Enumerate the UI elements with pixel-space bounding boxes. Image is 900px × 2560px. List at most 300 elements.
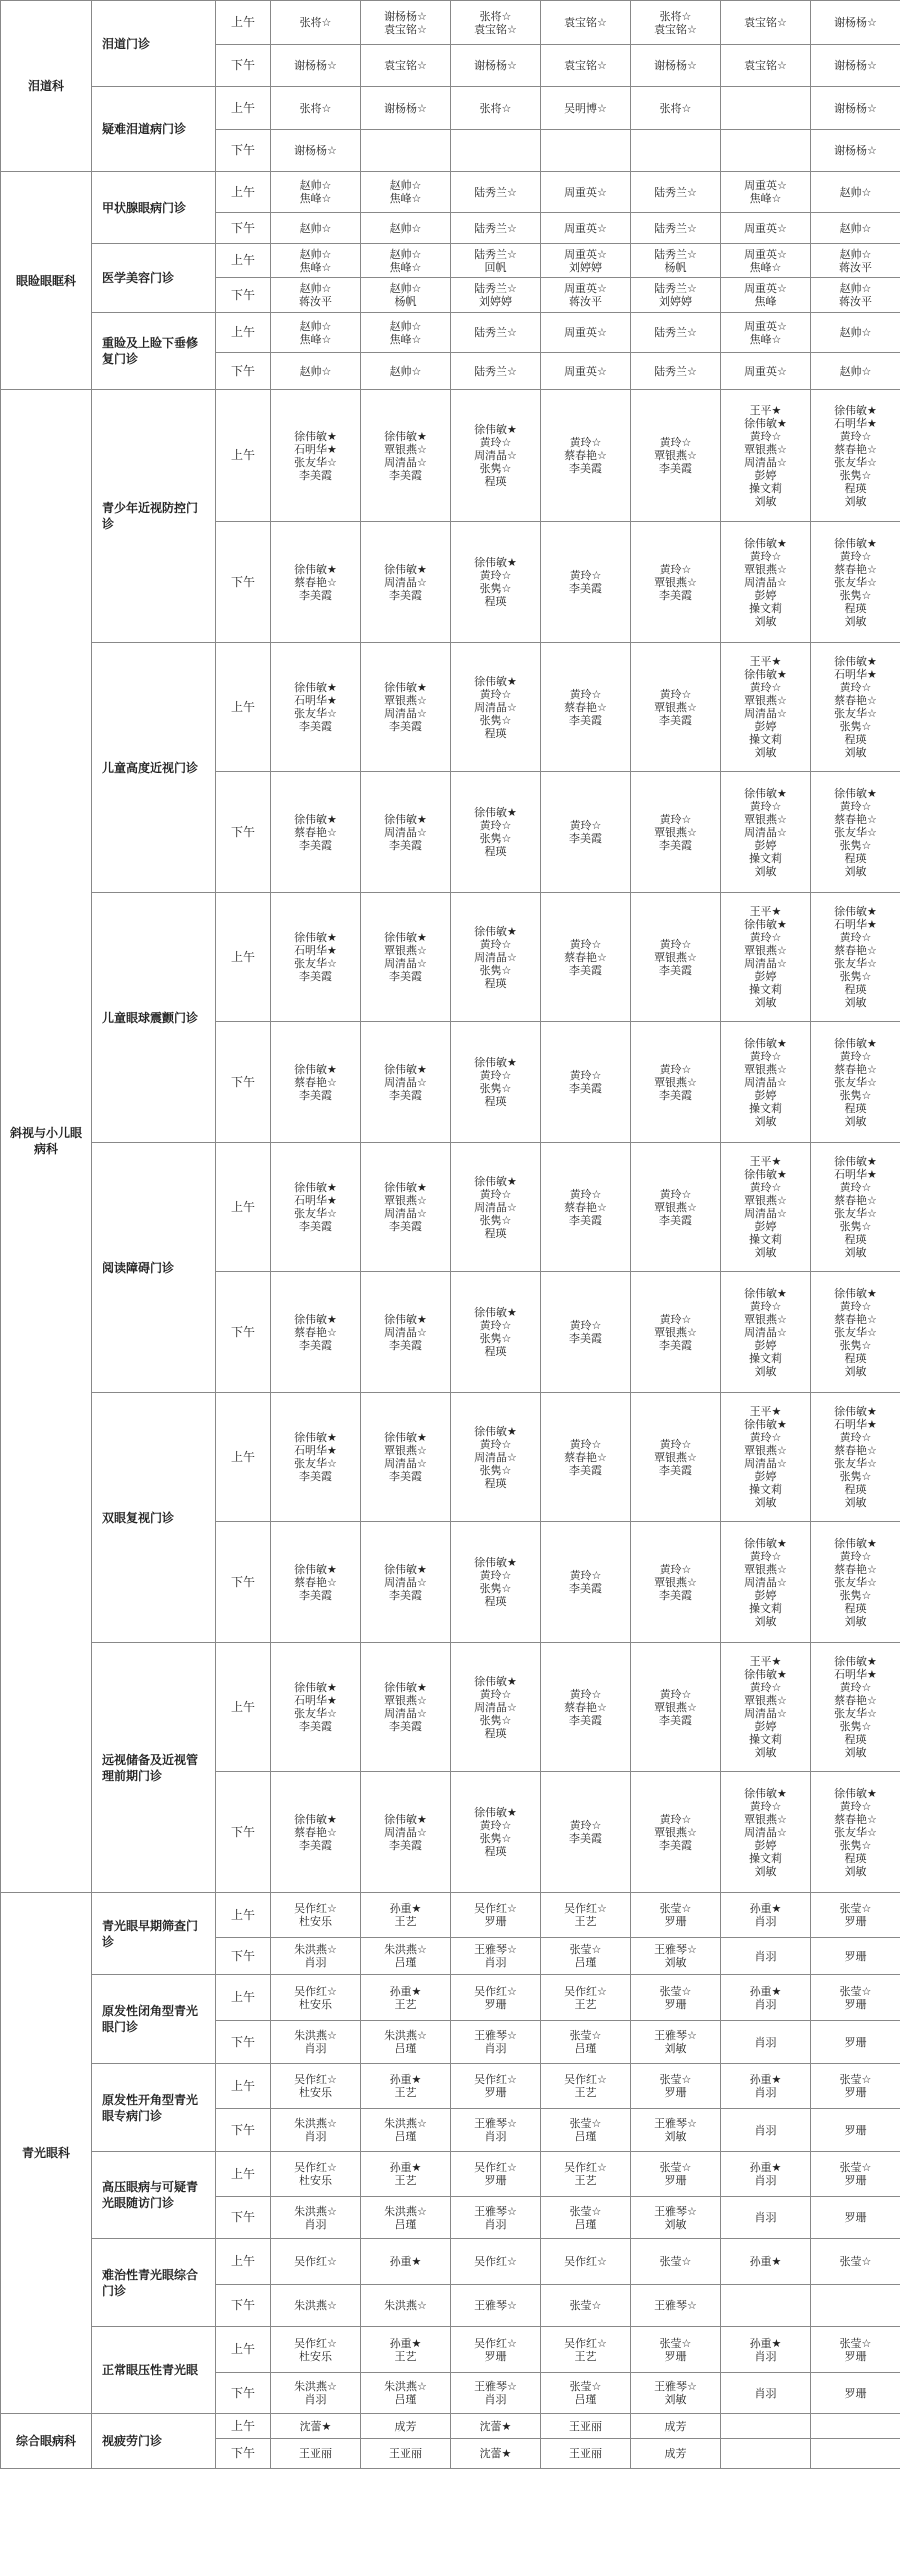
doctor-name: 覃银燕☆ [744, 694, 787, 707]
doctor-name: 刘敏 [664, 2217, 687, 2231]
doctor-name: 罗珊 [844, 2086, 867, 2099]
session-period: 上午 [216, 1, 271, 45]
doctor-cell [721, 244, 811, 278]
doctor-cell [721, 2021, 811, 2064]
doctor-name: 黄玲☆ [749, 1299, 782, 1313]
doctor-name: 吴作红☆ [294, 2336, 337, 2350]
doctor-name: 蔡春艳☆ [564, 1200, 607, 1214]
doctor-name: 罗珊 [484, 2174, 507, 2187]
doctor-cell [451, 2439, 541, 2469]
doctor-cell [451, 1938, 541, 1975]
doctor-name: 张隽☆ [479, 713, 512, 727]
doctor-name: 王平★ [749, 655, 782, 668]
doctor-name: 王平★ [749, 1655, 782, 1668]
doctor-name: 赵帅☆ [839, 221, 872, 235]
doctor-name: 赵帅☆ [299, 319, 332, 333]
doctor-name: 王艺 [394, 1915, 417, 1928]
doctor-name: 操文莉 [749, 983, 782, 996]
doctor-name: 张莹☆ [839, 2255, 872, 2268]
doctor-name: 张莹☆ [659, 2255, 692, 2268]
doctor-name: 张莹☆ [569, 2299, 602, 2312]
doctor-name: 徐伟敏★ [474, 1806, 517, 1819]
doctor-name: 黄玲☆ [479, 1187, 512, 1201]
doctor-cell [811, 1, 900, 45]
doctor-name: 赵帅☆ [839, 364, 872, 378]
doctor-cell [451, 2327, 541, 2373]
doctor-name: 徐伟敏★ [744, 1168, 787, 1181]
doctor-name: 李美霞 [659, 1588, 692, 1602]
doctor-cell [451, 772, 541, 893]
doctor-cell [361, 2373, 451, 2414]
doctor-cell [721, 172, 811, 213]
doctor-name: 张将☆ [659, 9, 692, 23]
doctor-name: 徐伟敏★ [834, 1155, 877, 1168]
schedule-row [1, 2152, 900, 2197]
doctor-cell [271, 278, 361, 313]
doctor-name: 吴作红☆ [294, 1984, 337, 1998]
doctor-name: 张将☆ [479, 9, 512, 23]
session-period: 上午 [216, 2327, 271, 2373]
doctor-name: 操文莉 [749, 481, 782, 495]
doctor-name: 朱洪燕☆ [384, 2029, 427, 2042]
session-period: 上午 [216, 172, 271, 213]
doctor-cell [451, 390, 541, 522]
doctor-name: 刘敏 [664, 2130, 687, 2143]
doctor-name: 黄玲☆ [479, 1569, 512, 1582]
doctor-name: 周清晶☆ [384, 1575, 427, 1589]
doctor-name: 周重英☆ [564, 221, 607, 235]
clinic-name: 正常眼压性青光眼 [92, 2327, 216, 2414]
doctor-name: 黄玲☆ [569, 937, 602, 951]
doctor-name: 周清晶☆ [744, 957, 787, 970]
doctor-name: 周清晶☆ [384, 1075, 427, 1089]
session-period: 上午 [216, 1893, 271, 1938]
doctor-name: 李美霞 [569, 1332, 602, 1345]
doctor-name: 孙重★ [749, 1902, 782, 1915]
doctor-name: 彭婷 [754, 588, 777, 602]
doctor-name: 李美霞 [389, 1720, 422, 1733]
doctor-cell [271, 893, 361, 1022]
doctor-cell [361, 244, 451, 278]
doctor-name: 张莹☆ [569, 2117, 602, 2130]
doctor-name: 刘敏 [844, 1246, 867, 1259]
doctor-name: 程瑛 [484, 845, 507, 858]
doctor-name: 杜安乐 [299, 1997, 332, 2011]
doctor-cell [361, 130, 451, 172]
doctor-name: 王平★ [749, 403, 782, 417]
session-period: 下午 [216, 522, 271, 643]
doctor-name: 孙重★ [749, 2073, 782, 2086]
clinic-name: 重睑及上睑下垂修复门诊 [92, 313, 216, 390]
doctor-name: 谢杨杨☆ [474, 59, 517, 72]
doctor-name: 彭婷 [754, 838, 777, 852]
doctor-cell [361, 172, 451, 213]
doctor-name: 张隽☆ [479, 1582, 512, 1595]
doctor-cell [721, 2439, 811, 2469]
doctor-cell [451, 1022, 541, 1143]
doctor-name: 周清晶☆ [744, 707, 787, 720]
doctor-name: 吕瑾 [574, 2130, 597, 2143]
session-period: 上午 [216, 1975, 271, 2021]
doctor-name: 徐伟敏★ [744, 1418, 787, 1431]
doctor-cell [631, 244, 721, 278]
doctor-name: 王雅琴☆ [474, 2117, 517, 2130]
doctor-name: 李美霞 [569, 1213, 602, 1227]
doctor-name: 刘敏 [754, 1864, 777, 1878]
doctor-name: 张友华☆ [834, 1325, 877, 1339]
doctor-cell [631, 772, 721, 893]
doctor-name: 焦峰☆ [389, 192, 422, 205]
doctor-cell [361, 1, 451, 45]
doctor-name: 李美霞 [299, 1588, 332, 1602]
doctor-name: 黄玲☆ [749, 799, 782, 813]
doctor-name: 陆秀兰☆ [654, 221, 697, 235]
doctor-name: 黄玲☆ [749, 549, 782, 563]
doctor-name: 徐伟敏★ [834, 1786, 877, 1800]
doctor-name: 徐伟敏★ [294, 1312, 337, 1326]
doctor-name: 刘敏 [754, 996, 777, 1009]
doctor-name: 李美霞 [659, 1463, 692, 1477]
doctor-name: 孙重★ [389, 2336, 422, 2350]
doctor-name: 朱洪燕☆ [384, 1943, 427, 1956]
doctor-name: 陆秀兰☆ [654, 185, 697, 199]
doctor-cell [451, 643, 541, 772]
doctor-name: 石明华★ [294, 1444, 337, 1457]
doctor-name: 王雅琴☆ [654, 2299, 697, 2312]
doctor-name: 朱洪燕☆ [294, 2299, 337, 2312]
doctor-name: 朱洪燕☆ [294, 2204, 337, 2218]
doctor-name: 刘敏 [754, 614, 777, 628]
doctor-name: 周清晶☆ [744, 825, 787, 839]
doctor-name: 覃银燕☆ [744, 1812, 787, 1826]
doctor-cell [541, 172, 631, 213]
doctor-name: 王雅琴☆ [654, 2029, 697, 2042]
doctor-cell [271, 1772, 361, 1893]
doctor-name: 覃银燕☆ [744, 442, 787, 456]
doctor-name: 李美霞 [569, 1082, 602, 1095]
doctor-name: 黄玲☆ [749, 1049, 782, 1063]
doctor-name: 张莹☆ [569, 2380, 602, 2393]
doctor-name: 程瑛 [844, 1733, 867, 1746]
doctor-name: 张友华☆ [834, 575, 877, 589]
doctor-cell [541, 45, 631, 87]
doctor-name: 陆秀兰☆ [654, 247, 697, 261]
session-period: 上午 [216, 1393, 271, 1522]
doctor-name: 覃银燕☆ [384, 694, 427, 707]
doctor-name: 周清晶☆ [474, 950, 517, 964]
doctor-name: 刘敏 [844, 1114, 867, 1128]
doctor-name: 张友华☆ [834, 1075, 877, 1089]
doctor-name: 徐伟敏★ [384, 1812, 427, 1826]
doctor-name: 吴作红☆ [564, 2073, 607, 2086]
doctor-name: 张隽☆ [839, 838, 872, 852]
doctor-cell [721, 2414, 811, 2439]
doctor-name: 李美霞 [389, 1220, 422, 1233]
schedule-body [1, 1, 900, 2469]
doctor-name: 王雅琴☆ [654, 2380, 697, 2393]
doctor-name: 陆秀兰☆ [654, 364, 697, 378]
session-period: 下午 [216, 1938, 271, 1975]
doctor-name: 刘敏 [844, 1614, 867, 1628]
doctor-name: 蔡春艳☆ [294, 825, 337, 839]
doctor-name: 蔡春艳☆ [294, 1325, 337, 1339]
doctor-name: 赵帅☆ [299, 364, 332, 378]
doctor-name: 吕瑾 [394, 2217, 417, 2231]
doctor-cell [541, 2064, 631, 2109]
doctor-name: 陆秀兰☆ [474, 364, 517, 378]
doctor-cell [361, 2439, 451, 2469]
doctor-name: 李美霞 [299, 1720, 332, 1733]
doctor-name: 刘敏 [844, 1364, 867, 1378]
doctor-cell [541, 2285, 631, 2327]
doctor-cell [631, 1522, 721, 1643]
doctor-name: 徐伟敏★ [744, 1668, 787, 1681]
doctor-cell [631, 2064, 721, 2109]
doctor-name: 黄玲☆ [569, 1687, 602, 1701]
doctor-name: 覃银燕☆ [744, 1444, 787, 1457]
doctor-name: 徐伟敏★ [834, 1536, 877, 1550]
doctor-cell [541, 1, 631, 45]
doctor-name: 陆秀兰☆ [474, 185, 517, 199]
doctor-name: 徐伟敏★ [474, 1306, 517, 1319]
doctor-name: 张莹☆ [659, 1902, 692, 1915]
doctor-name: 黄玲☆ [479, 937, 512, 951]
doctor-cell [271, 390, 361, 522]
doctor-cell [451, 2239, 541, 2285]
doctor-name: 黄玲☆ [659, 687, 692, 701]
doctor-name: 刘敏 [664, 2042, 687, 2055]
doctor-name: 徐伟敏★ [474, 924, 517, 938]
doctor-name: 程瑛 [844, 1351, 867, 1365]
doctor-name: 刘敏 [844, 1746, 867, 1759]
doctor-name: 蒋汝平 [839, 260, 872, 274]
doctor-name: 王雅琴☆ [474, 2380, 517, 2393]
doctor-cell [541, 87, 631, 130]
doctor-name: 黄玲☆ [749, 681, 782, 694]
doctor-name: 成芳 [664, 2447, 687, 2460]
schedule-row [1, 1975, 900, 2021]
doctor-name: 罗珊 [844, 1997, 867, 2011]
doctor-name: 吴作红☆ [474, 1902, 517, 1915]
doctor-name: 石明华★ [834, 668, 877, 681]
doctor-name: 蔡春艳☆ [564, 950, 607, 964]
doctor-name: 程瑛 [484, 1595, 507, 1608]
doctor-name: 孙重★ [389, 1902, 422, 1915]
doctor-name: 朱洪燕☆ [294, 1943, 337, 1956]
session-period: 上午 [216, 244, 271, 278]
doctor-name: 黄玲☆ [659, 1562, 692, 1576]
doctor-name: 罗珊 [844, 1915, 867, 1928]
doctor-name: 吴作红☆ [564, 1902, 607, 1915]
session-period: 上午 [216, 2414, 271, 2439]
doctor-name: 吴作红☆ [294, 2255, 337, 2268]
doctor-cell [451, 213, 541, 244]
doctor-name: 王艺 [394, 2086, 417, 2099]
doctor-name: 程瑛 [844, 481, 867, 495]
doctor-cell [721, 213, 811, 244]
doctor-cell [721, 1975, 811, 2021]
doctor-cell [721, 1643, 811, 1772]
doctor-name: 蔡春艳☆ [294, 575, 337, 589]
doctor-name: 徐伟敏★ [834, 786, 877, 800]
doctor-name: 张莹☆ [839, 2073, 872, 2086]
doctor-name: 周清晶☆ [474, 1450, 517, 1464]
doctor-cell [361, 353, 451, 390]
doctor-cell [811, 278, 900, 313]
doctor-cell [811, 87, 900, 130]
doctor-name: 谢杨杨☆ [834, 144, 877, 157]
doctor-cell [451, 2152, 541, 2197]
doctor-cell [721, 772, 811, 893]
doctor-name: 覃银燕☆ [744, 1312, 787, 1326]
doctor-name: 周清晶☆ [744, 1075, 787, 1089]
doctor-name: 张友华☆ [834, 455, 877, 469]
doctor-name: 张莹☆ [659, 2336, 692, 2350]
doctor-cell [451, 1, 541, 45]
doctor-name: 徐伟敏★ [474, 1556, 517, 1569]
doctor-name: 罗珊 [844, 2386, 867, 2400]
doctor-cell [451, 1272, 541, 1393]
doctor-name: 徐伟敏★ [384, 1312, 427, 1326]
doctor-cell [811, 2285, 900, 2327]
doctor-name: 覃银燕☆ [654, 1200, 697, 1214]
doctor-name: 黄玲☆ [659, 937, 692, 951]
doctor-name: 孙重★ [749, 2336, 782, 2350]
doctor-cell [271, 130, 361, 172]
doctor-name: 徐伟敏★ [294, 429, 337, 443]
doctor-name: 王艺 [394, 2349, 417, 2363]
doctor-name: 袁宝铭☆ [744, 16, 787, 29]
doctor-name: 周清晶☆ [744, 1325, 787, 1339]
doctor-name: 周清晶☆ [384, 1707, 427, 1720]
doctor-name: 覃银燕☆ [384, 442, 427, 456]
doctor-cell [721, 2239, 811, 2285]
doctor-name: 肖羽 [754, 1949, 777, 1963]
doctor-cell [451, 1643, 541, 1772]
doctor-name: 蒋汝平 [569, 295, 602, 308]
doctor-name: 杨帆 [394, 295, 417, 308]
doctor-cell [271, 1643, 361, 1772]
doctor-name: 刘敏 [754, 1246, 777, 1259]
doctor-cell [631, 213, 721, 244]
doctor-cell [361, 643, 451, 772]
session-period: 下午 [216, 130, 271, 172]
doctor-name: 程瑛 [484, 1095, 507, 1108]
doctor-cell [631, 1643, 721, 1772]
doctor-cell [271, 2373, 361, 2414]
doctor-name: 李美霞 [299, 838, 332, 852]
doctor-cell [631, 130, 721, 172]
doctor-name: 李美霞 [569, 832, 602, 845]
doctor-cell [721, 2197, 811, 2239]
doctor-name: 袁宝铭☆ [384, 59, 427, 72]
doctor-cell [631, 1272, 721, 1393]
doctor-name: 赵帅☆ [389, 179, 422, 192]
doctor-name: 张隽☆ [839, 1338, 872, 1352]
doctor-cell [451, 1393, 541, 1522]
doctor-cell [631, 643, 721, 772]
doctor-name: 张隽☆ [479, 1832, 512, 1845]
doctor-cell [541, 1938, 631, 1975]
doctor-name: 张莹☆ [839, 2161, 872, 2174]
doctor-name: 石明华★ [834, 1168, 877, 1181]
doctor-name: 张隽☆ [839, 1720, 872, 1733]
doctor-name: 刘婷婷 [659, 295, 692, 308]
doctor-name: 刘婷婷 [569, 260, 602, 274]
doctor-name: 李美霞 [389, 970, 422, 983]
doctor-name: 程瑛 [484, 475, 507, 488]
doctor-cell [451, 2285, 541, 2327]
doctor-cell [811, 45, 900, 87]
doctor-name: 蔡春艳☆ [834, 442, 877, 456]
doctor-cell [721, 2285, 811, 2327]
doctor-name: 谢杨杨☆ [834, 59, 877, 72]
doctor-name: 王雅琴☆ [654, 2204, 697, 2218]
doctor-cell [631, 278, 721, 313]
doctor-name: 王亚丽 [299, 2447, 332, 2460]
doctor-name: 张隽☆ [479, 462, 512, 475]
doctor-name: 覃银燕☆ [744, 562, 787, 576]
doctor-name: 王艺 [574, 2086, 597, 2099]
doctor-name: 焦峰☆ [749, 260, 782, 274]
doctor-name: 徐伟敏★ [294, 931, 337, 944]
clinic-name: 原发性闭角型青光眼门诊 [92, 1975, 216, 2064]
doctor-cell [361, 772, 451, 893]
doctor-cell [451, 2109, 541, 2152]
doctor-name: 黄玲☆ [479, 1819, 512, 1832]
doctor-name: 肖羽 [754, 1997, 777, 2011]
doctor-name: 黄玲☆ [839, 931, 872, 944]
doctor-cell [451, 1522, 541, 1643]
doctor-cell [271, 1393, 361, 1522]
doctor-cell [541, 1522, 631, 1643]
doctor-cell [271, 643, 361, 772]
doctor-name: 杜安乐 [299, 2086, 332, 2099]
doctor-name: 张莹☆ [839, 1984, 872, 1998]
clinic-name: 阅读障碍门诊 [92, 1143, 216, 1393]
doctor-cell [361, 2109, 451, 2152]
doctor-cell [361, 313, 451, 353]
doctor-cell [451, 130, 541, 172]
doctor-cell [721, 353, 811, 390]
doctor-cell [631, 1938, 721, 1975]
doctor-cell [631, 522, 721, 643]
doctor-cell [361, 2285, 451, 2327]
doctor-name: 王雅琴☆ [654, 1943, 697, 1956]
doctor-name: 孙重★ [389, 2255, 422, 2268]
doctor-name: 罗珊 [844, 2211, 867, 2224]
doctor-name: 石明华★ [834, 918, 877, 931]
doctor-name: 刘敏 [754, 1364, 777, 1378]
doctor-name: 罗珊 [664, 2349, 687, 2363]
doctor-cell [361, 45, 451, 87]
doctor-name: 刘敏 [844, 1496, 867, 1509]
doctor-name: 程瑛 [484, 1476, 507, 1490]
doctor-cell [451, 2414, 541, 2439]
doctor-cell [721, 2373, 811, 2414]
doctor-name: 黄玲☆ [479, 819, 512, 832]
clinic-name: 难治性青光眼综合门诊 [92, 2239, 216, 2327]
doctor-name: 彭婷 [754, 1470, 777, 1483]
doctor-name: 张友华☆ [294, 1457, 337, 1470]
session-period: 上午 [216, 643, 271, 772]
doctor-name: 蔡春艳☆ [834, 1194, 877, 1207]
session-period: 上午 [216, 2239, 271, 2285]
doctor-name: 徐伟敏★ [474, 674, 517, 688]
doctor-cell [361, 2239, 451, 2285]
doctor-name: 徐伟敏★ [384, 812, 427, 826]
schedule-row [1, 643, 900, 772]
